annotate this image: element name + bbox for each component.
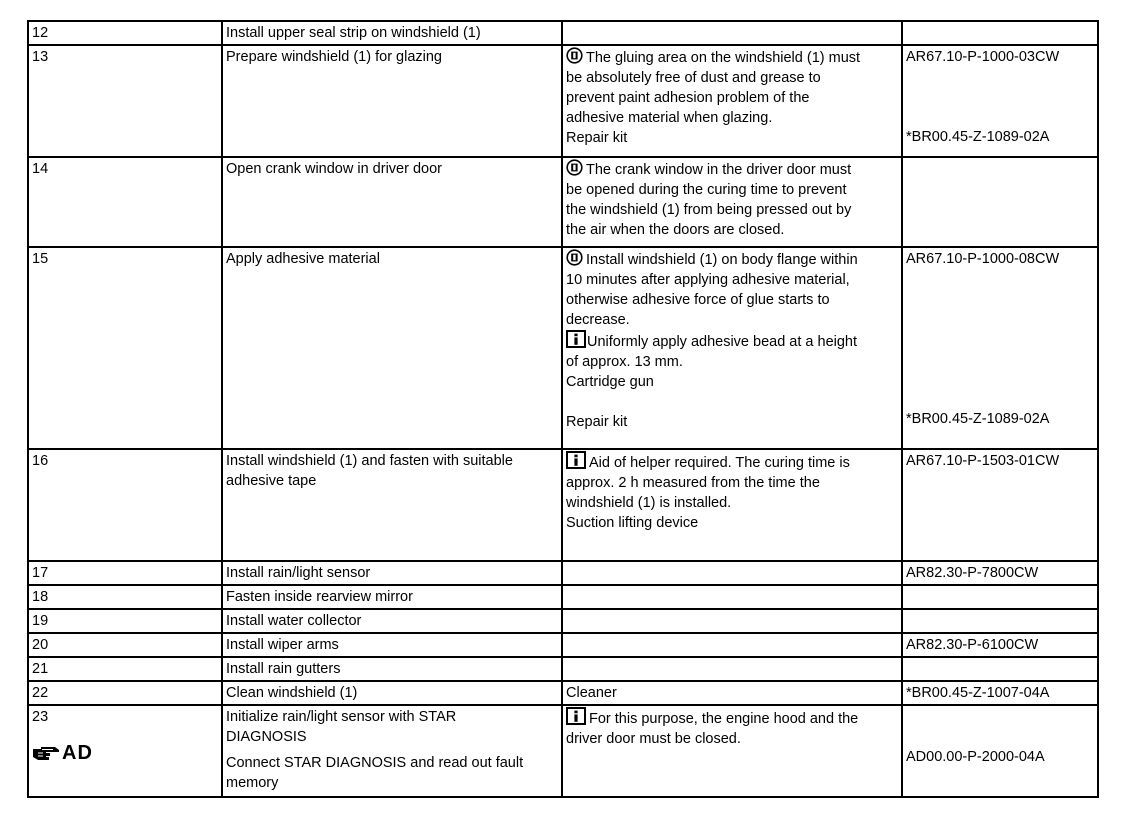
notes-cell: [562, 657, 902, 681]
notice-icon: [566, 249, 583, 266]
notes-cell: The crank window in the driver door must be opened during the curing time to prevent the windshield (1) from being pressed out by the air when the doors are closed.: [562, 157, 902, 247]
operation-text: Open crank window in driver door: [222, 157, 562, 247]
reference-cell: [902, 45, 1098, 157]
table-row: [28, 657, 1098, 681]
notes-cell: Cleaner: [562, 681, 902, 705]
document-reference: *BR00.45-Z-1089-02A: [906, 129, 1050, 145]
operation-text: Install windshield (1) and fasten with suitable adhesive tape: [222, 449, 562, 561]
operation-text: Prepare windshield (1) for glazing: [222, 45, 562, 157]
table-row: [28, 705, 1098, 797]
procedure-table: [27, 20, 1099, 798]
info-icon: [566, 451, 586, 469]
document-reference: AD00.00-P-2000-04A: [906, 749, 1045, 765]
step-number: 12: [28, 21, 222, 45]
notes-cell: For this purpose, the engine hood and the driver door must be closed.: [562, 705, 902, 797]
info-icon: [566, 707, 586, 725]
document-reference: AR82.30-P-7800CW: [906, 565, 1039, 581]
notice-icon: [566, 47, 583, 64]
notes-cell: [562, 21, 902, 45]
step-number: 14: [28, 157, 222, 247]
reference-cell: [902, 561, 1098, 585]
operation-text: Fasten inside rearview mirror: [222, 585, 562, 609]
step-number: 17: [28, 561, 222, 585]
operation-text: Install upper seal strip on windshield (1): [222, 21, 562, 45]
document-reference: *BR00.45-Z-1007-04A: [906, 685, 1050, 701]
table-row: [28, 585, 1098, 609]
step-number: 18: [28, 585, 222, 609]
table-row: [28, 681, 1098, 705]
notice-icon: [566, 159, 583, 176]
notes-cell: Aid of helper required. The curing time is approx. 2 h measured from the time the windshield (1) is installed. Suction lifting device: [562, 449, 902, 561]
ad-marker: AD: [32, 743, 93, 763]
table-row: [28, 449, 1098, 561]
notes-cell: [562, 585, 902, 609]
notes-cell: [562, 633, 902, 657]
operation-text: Install water collector: [222, 609, 562, 633]
reference-cell: [902, 21, 1098, 45]
operation-text: Clean windshield (1): [222, 681, 562, 705]
document-reference: AR82.30-P-6100CW: [906, 637, 1039, 653]
reference-cell: [902, 633, 1098, 657]
reference-cell: [902, 705, 1098, 797]
document-reference: *BR00.45-Z-1089-02A: [906, 411, 1050, 427]
operation-text: Install rain gutters: [222, 657, 562, 681]
reference-cell: [902, 609, 1098, 633]
notes-cell: Install windshield (1) on body flange within 10 minutes after applying adhesive material, otherwise adhesive force of glue starts to decrease. Uniformly apply adhesive bead at a height of approx. 13 mm. Cartridge gun Repair kit: [562, 247, 902, 449]
operation-text: Initialize rain/light sensor with STAR DIAGNOSIS Connect STAR DIAGNOSIS and read out fault memory: [222, 705, 562, 797]
reference-cell: [902, 449, 1098, 561]
notes-cell: [562, 561, 902, 585]
table-row: [28, 609, 1098, 633]
step-number: 13: [28, 45, 222, 157]
info-icon: [566, 330, 586, 348]
reference-cell: [902, 247, 1098, 449]
operation-text: Install rain/light sensor: [222, 561, 562, 585]
table-row: [28, 561, 1098, 585]
operation-text: Apply adhesive material: [222, 247, 562, 449]
document-reference: AR67.10-P-1000-08CW: [906, 251, 1060, 267]
document-reference: AR67.10-P-1000-03CW: [906, 49, 1060, 65]
document-reference: AR67.10-P-1503-01CW: [906, 453, 1060, 469]
notes-cell: [562, 609, 902, 633]
step-number: 19: [28, 609, 222, 633]
table-row: [28, 633, 1098, 657]
reference-cell: [902, 585, 1098, 609]
pointing-hand-icon: [32, 744, 60, 762]
step-number: 15: [28, 247, 222, 449]
step-number: 23 AD: [28, 705, 222, 797]
table-row: [28, 21, 1098, 45]
notes-cell: The gluing area on the windshield (1) must be absolutely free of dust and grease to prevent paint adhesion problem of the adhesive material when glazing. Repair kit: [562, 45, 902, 157]
reference-cell: [902, 657, 1098, 681]
table-row: [28, 45, 1098, 157]
operation-text: Install wiper arms: [222, 633, 562, 657]
table-row: [28, 247, 1098, 449]
table-row: [28, 157, 1098, 247]
step-number: 16: [28, 449, 222, 561]
step-number: 21: [28, 657, 222, 681]
step-number: 20: [28, 633, 222, 657]
reference-cell: [902, 681, 1098, 705]
reference-cell: [902, 157, 1098, 247]
step-number: 22: [28, 681, 222, 705]
